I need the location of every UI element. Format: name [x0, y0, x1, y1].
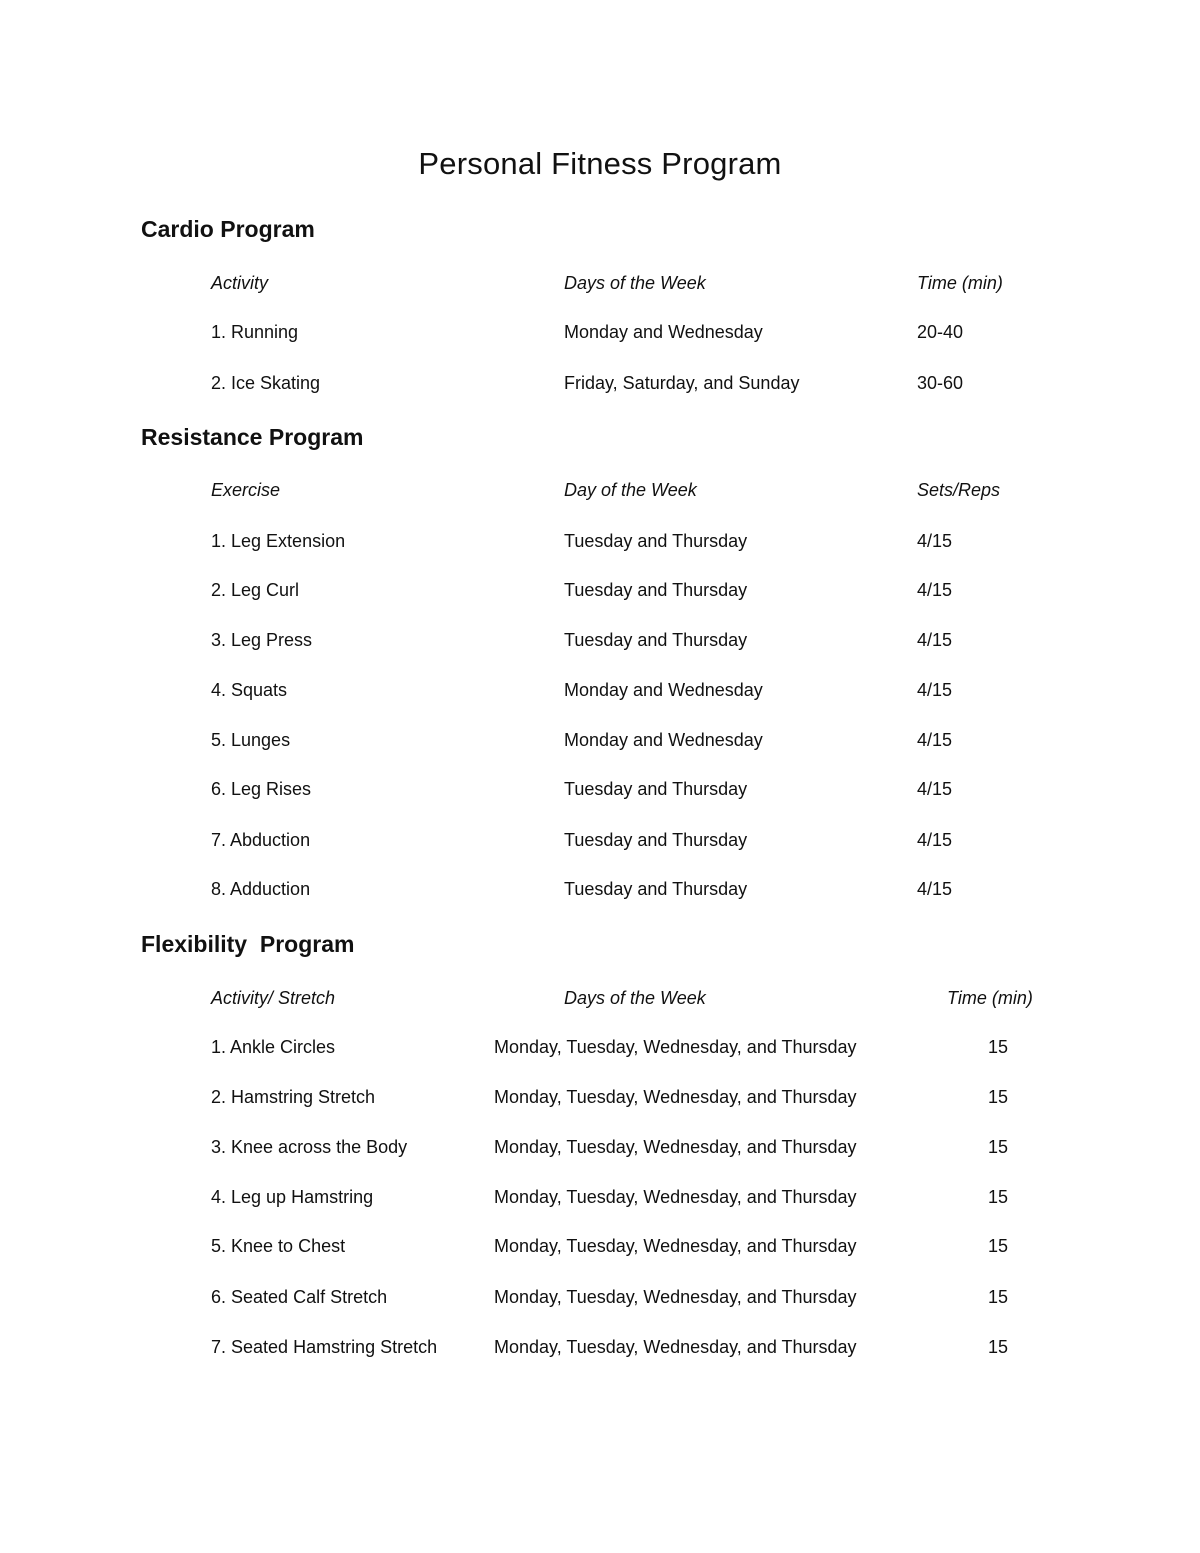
column-header-time: Time (min) — [947, 988, 1033, 1008]
exercise-cell: 2. Leg Curl — [211, 580, 300, 600]
activity-cell: 4. Leg up Hamstring — [211, 1187, 374, 1207]
exercise-cell: 7. Abduction — [211, 830, 311, 850]
activity-cell: 3. Knee across the Body — [211, 1137, 408, 1157]
sets-reps-cell: 4/15 — [917, 830, 953, 850]
time-cell: 15 — [987, 1337, 1009, 1357]
exercise-cell: 3. Leg Press — [211, 630, 313, 650]
table-row — [0, 1183, 1200, 1211]
exercise-cell: 8. Adduction — [211, 879, 311, 899]
time-cell: 30-60 — [917, 373, 964, 393]
table-row — [0, 775, 1200, 803]
exercise-cell: 5. Lunges — [211, 730, 291, 750]
table-row — [0, 369, 1200, 397]
time-cell: 15 — [987, 1187, 1009, 1207]
time-cell: 20-40 — [917, 322, 964, 342]
table-row — [0, 1033, 1200, 1061]
activity-cell: 5. Knee to Chest — [211, 1236, 346, 1256]
sets-reps-cell: 4/15 — [917, 630, 953, 650]
days-cell: Monday and Wednesday — [564, 322, 763, 342]
days-cell: Monday, Tuesday, Wednesday, and Thursday — [494, 1236, 857, 1256]
column-header-activity-stretch: Activity/ Stretch — [211, 988, 336, 1008]
table-row — [0, 875, 1200, 903]
table-row — [0, 726, 1200, 754]
days-cell: Monday, Tuesday, Wednesday, and Thursday — [494, 1087, 857, 1107]
days-cell: Monday and Wednesday — [564, 730, 763, 750]
column-header-days: Days of the Week — [564, 988, 706, 1008]
sets-reps-cell: 4/15 — [917, 680, 953, 700]
time-cell: 15 — [987, 1037, 1009, 1057]
table-row — [0, 626, 1200, 654]
days-cell: Tuesday and Thursday — [564, 779, 748, 799]
sets-reps-cell: 4/15 — [917, 730, 953, 750]
days-cell: Tuesday and Thursday — [564, 580, 748, 600]
column-header-sets-reps: Sets/Reps — [917, 480, 1001, 500]
time-cell: 15 — [987, 1087, 1009, 1107]
time-cell: 15 — [987, 1137, 1009, 1157]
table-row — [0, 1083, 1200, 1111]
table-row — [0, 576, 1200, 604]
activity-cell: 6. Seated Calf Stretch — [211, 1287, 388, 1307]
days-cell: Monday and Wednesday — [564, 680, 763, 700]
cardio-header-row — [0, 269, 1200, 297]
days-cell: Monday, Tuesday, Wednesday, and Thursday — [494, 1037, 857, 1057]
table-row — [0, 318, 1200, 346]
column-header-days: Days of the Week — [564, 273, 706, 293]
table-row — [0, 527, 1200, 555]
days-cell: Tuesday and Thursday — [564, 830, 748, 850]
resistance-heading: Resistance Program — [141, 424, 364, 450]
table-row — [0, 1133, 1200, 1161]
table-row — [0, 1232, 1200, 1260]
column-header-day: Day of the Week — [564, 480, 697, 500]
table-row — [0, 826, 1200, 854]
time-cell: 15 — [987, 1287, 1009, 1307]
exercise-cell: 1. Leg Extension — [211, 531, 346, 551]
flexibility-heading: Flexibility Program — [141, 931, 355, 957]
days-cell: Monday, Tuesday, Wednesday, and Thursday — [494, 1187, 857, 1207]
flexibility-header-row — [0, 984, 1200, 1012]
days-cell: Tuesday and Thursday — [564, 630, 748, 650]
activity-cell: 2. Ice Skating — [211, 373, 321, 393]
column-header-exercise: Exercise — [211, 480, 281, 500]
resistance-header-row — [0, 476, 1200, 504]
days-cell: Monday, Tuesday, Wednesday, and Thursday — [494, 1137, 857, 1157]
table-row — [0, 1333, 1200, 1361]
exercise-cell: 6. Leg Rises — [211, 779, 312, 799]
days-cell: Tuesday and Thursday — [564, 879, 748, 899]
sets-reps-cell: 4/15 — [917, 580, 953, 600]
table-row — [0, 1283, 1200, 1311]
column-header-time: Time (min) — [917, 273, 1003, 293]
sets-reps-cell: 4/15 — [917, 879, 953, 899]
activity-cell: 1. Running — [211, 322, 299, 342]
time-cell: 15 — [987, 1236, 1009, 1256]
activity-cell: 2. Hamstring Stretch — [211, 1087, 376, 1107]
exercise-cell: 4. Squats — [211, 680, 288, 700]
days-cell: Tuesday and Thursday — [564, 531, 748, 551]
activity-cell: 1. Ankle Circles — [211, 1037, 336, 1057]
table-row — [0, 676, 1200, 704]
page-title: Personal Fitness Program — [418, 146, 782, 181]
sets-reps-cell: 4/15 — [917, 779, 953, 799]
days-cell: Monday, Tuesday, Wednesday, and Thursday — [494, 1337, 857, 1357]
days-cell: Monday, Tuesday, Wednesday, and Thursday — [494, 1287, 857, 1307]
activity-cell: 7. Seated Hamstring Stretch — [211, 1337, 438, 1357]
column-header-activity: Activity — [211, 273, 269, 293]
sets-reps-cell: 4/15 — [917, 531, 953, 551]
days-cell: Friday, Saturday, and Sunday — [564, 373, 800, 393]
cardio-heading: Cardio Program — [141, 216, 315, 242]
